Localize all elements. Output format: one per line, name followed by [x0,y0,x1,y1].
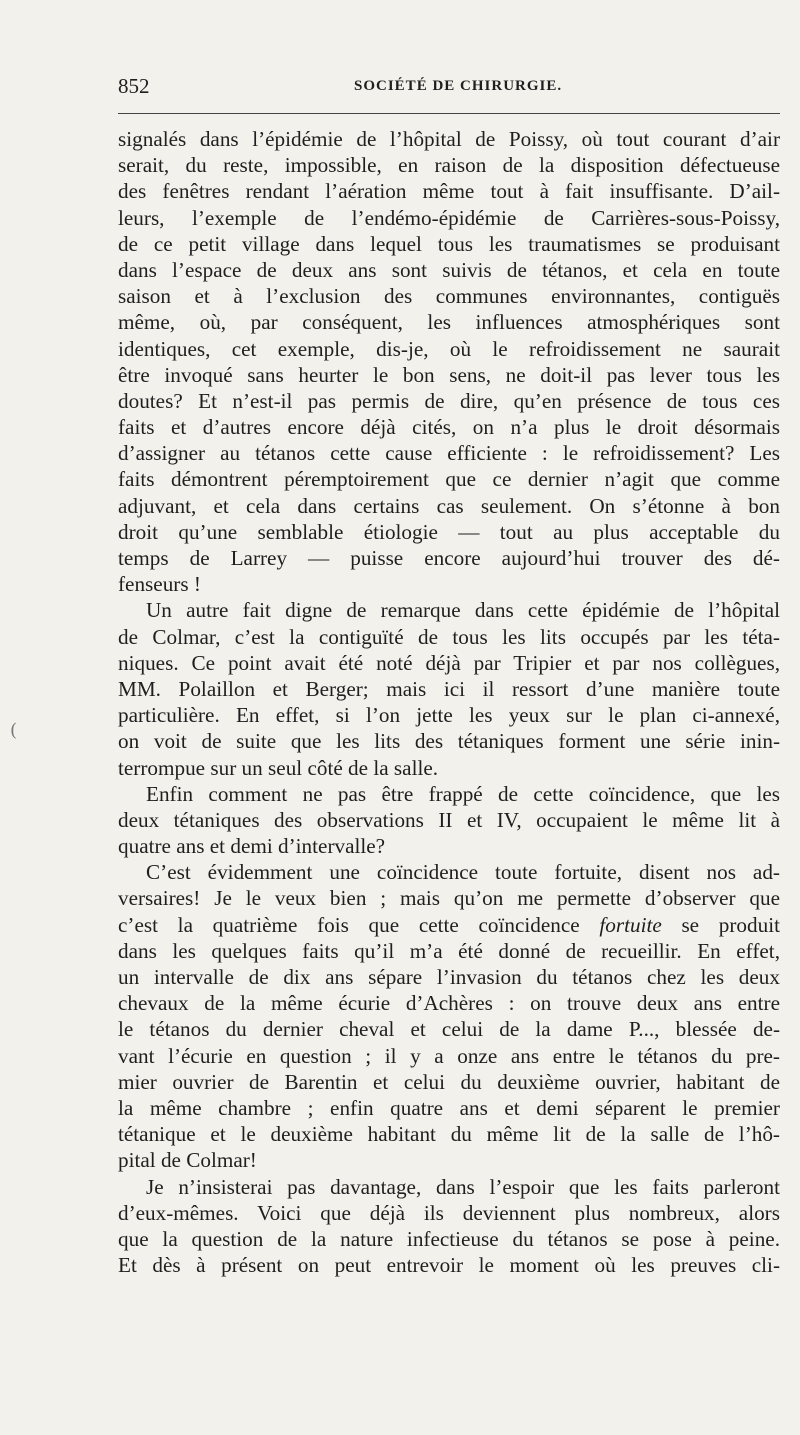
text-line: même, où, par conséquent, les influences atmosphériques sont [118,310,780,335]
text-line: vant l’écurie en question ; il y a onze ans entre le tétanos du pre- [118,1043,780,1068]
text-line: d’assigner au tétanos cette cause efficiente : le refroidissement? Les [118,441,780,466]
text-line: pital de Colmar! [118,1148,257,1173]
text-line: chevaux de la même écurie d’Achères : on trouve deux ans entre [118,991,780,1016]
text-line: dans les quelques faits qu’il m’a été donné de recueillir. En effet, [118,938,780,963]
text-line: Je n’insisterai pas davantage, dans l’espoir que les faits parleront [146,1174,780,1199]
text-line: quatre ans et demi d’intervalle? [118,834,386,859]
text-line: signalés dans l’épidémie de l’hôpital de Poissy, où tout courant d’air [118,127,780,151]
text-line: c’est la quatrième fois que cette coïncidence fortuite se produit [118,912,780,937]
text-line: que la question de la nature infectieuse du tétanos se pose à peine. [118,1226,780,1251]
text-line: on voit de suite que les lits des tétaniques forment une série inin- [118,729,780,754]
page-number: 852 [118,74,150,98]
text-line: la même chambre ; enfin quatre ans et demi séparent le premier [118,1095,780,1120]
text-line: des fenêtres rendant l’aération même tout à fait insuffisante. D’ail- [118,179,780,204]
text-line: dans l’espace de deux ans sont suivis de tétanos, et cela en toute [118,257,780,282]
text-line: un intervalle de dix ans sépare l’invasion du tétanos chez les deux [118,965,780,989]
text-line: adjuvant, et cela dans certains cas seulement. On s’étonne à bon [118,493,780,518]
text-line: identiques, cet exemple, dis-je, où le refroidissement ne saurait [118,336,780,361]
text-line: mier ouvrier de Barentin et celui du deuxième ouvrier, habitant de [118,1069,780,1094]
header-rule [118,113,780,114]
text-line: Enfin comment ne pas être frappé de cette coïncidence, que les [146,781,780,806]
text-line: de ce petit village dans lequel tous les traumatismes se produisant [118,231,780,256]
text-line: deux tétaniques des observations II et IV, occupaient le même lit à [118,807,780,832]
text-line: C’est évidemment une coïncidence toute fortuite, disent nos ad- [146,860,780,885]
text-line: faits et d’autres encore déjà cités, on n’a plus le droit désormais [118,415,780,440]
running-title: SOCIÉTÉ DE CHIRURGIE. [354,78,563,94]
text-line: fenseurs ! [118,572,201,597]
text-line: de Colmar, c’est la contiguïté de tous les lits occupés par les téta- [118,624,780,649]
text-line: versaires! Je le veux bien ; mais qu’on me permette d’observer que [118,886,780,911]
margin-mark: ( [10,720,18,741]
text-line: serait, du reste, impossible, en raison de la disposition défectueuse [118,153,780,178]
text-line: leurs, l’exemple de l’endémo-épidémie de Carrières-sous-Poissy, [118,205,780,230]
text-line: MM. Polaillon et Berger; mais ici il ressort d’une manière toute [118,676,780,701]
page-header [118,74,780,104]
text-line: Et dès à présent on peut entrevoir le moment où les preuves cli- [118,1253,780,1278]
text-line: faits démontrent péremptoirement que ce dernier n’agit que comme [118,467,780,492]
text-line: le tétanos du dernier cheval et celui de la dame P..., blessée de- [118,1017,780,1042]
text-line: droit qu’une semblable étiologie — tout au plus acceptable du [118,519,780,544]
text-line: d’eux-mêmes. Voici que déjà ils deviennent plus nombreux, alors [118,1200,780,1225]
text-line: terrompue sur un seul côté de la salle. [118,755,439,780]
text-line: saison et à l’exclusion des communes environnantes, contiguës [118,284,780,309]
text-line: doutes? Et n’est-il pas permis de dire, qu’en présence de tous ces [118,388,780,413]
text-line: Un autre fait digne de remarque dans cette épidémie de l’hôpital [146,598,780,623]
text-line: être invoqué sans heurter le bon sens, ne doit-il pas lever tous les [118,362,780,387]
text-line: temps de Larrey — puisse encore aujourd’hui trouver des dé- [118,546,780,570]
text-line: particulière. En effet, si l’on jette les yeux sur le plan ci-annexé, [118,703,780,728]
text-line: tétanique et le deuxième habitant du même lit de la salle de l’hô- [118,1122,780,1147]
text-line: niques. Ce point avait été noté déjà par Tripier et par nos collègues, [118,650,780,675]
body-text [118,126,780,1278]
